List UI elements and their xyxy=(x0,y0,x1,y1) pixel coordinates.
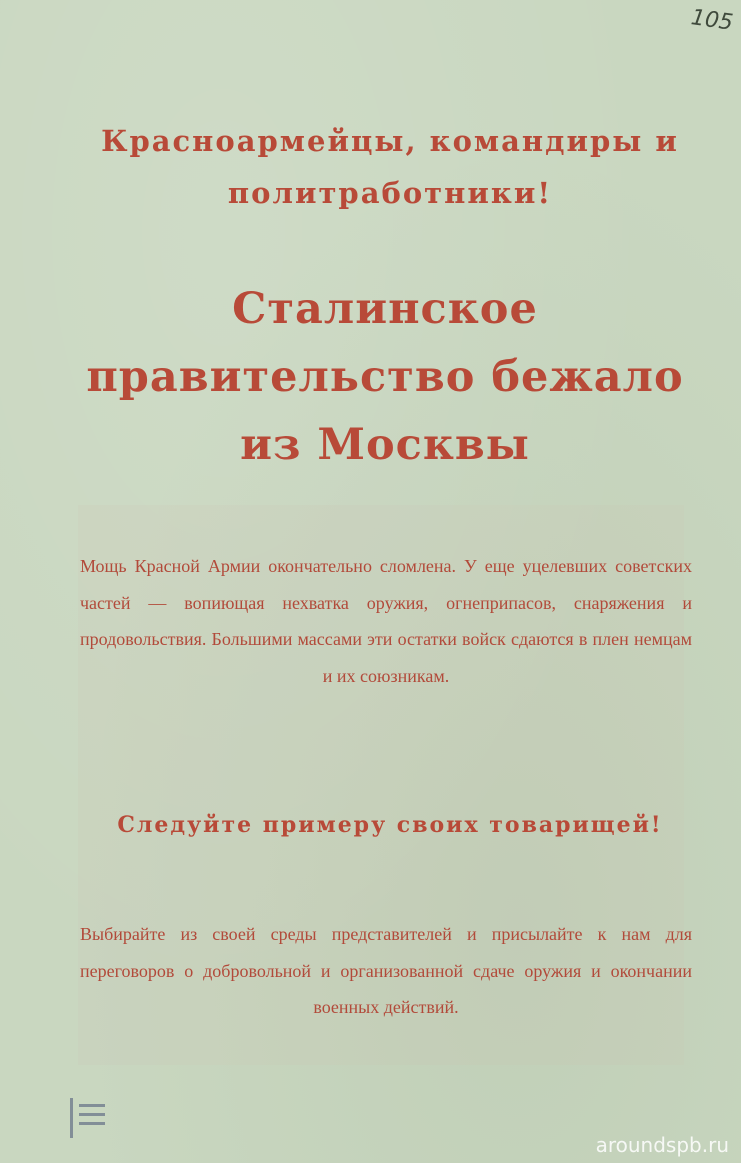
call-to-action-heading: Следуйте примеру своих товарищей! xyxy=(117,812,663,838)
address-heading-line-2: политработники! xyxy=(227,176,553,210)
body-paragraph-1: Мощь Красной Армии окончательно сломлена. У еще уцелевших советских частей — вопиющая нехватка оружия, огнеприпасов, снаряжения и продовольствия. Большими массами эти остатки войск сдаются в плен немцам и их союзникам. xyxy=(80,556,692,686)
main-title-line-1: Сталинское xyxy=(232,284,538,334)
address-heading xyxy=(60,115,720,219)
site-watermark: aroundspb.ru xyxy=(595,1133,729,1157)
archive-stamp xyxy=(70,1098,113,1138)
main-title-line-3: из Москвы xyxy=(240,420,530,470)
address-heading-line-1: Красноармейцы, командиры и xyxy=(101,124,679,158)
main-title-line-2: правительство бежало xyxy=(86,352,684,402)
archive-number: 105 xyxy=(689,5,735,36)
body-paragraph-2: Выбирайте из своей среды представителей и присылайте к нам для переговоров о добровольной и организованной сдаче оружия и окончании военных действий. xyxy=(80,924,692,1017)
main-title xyxy=(40,275,730,479)
